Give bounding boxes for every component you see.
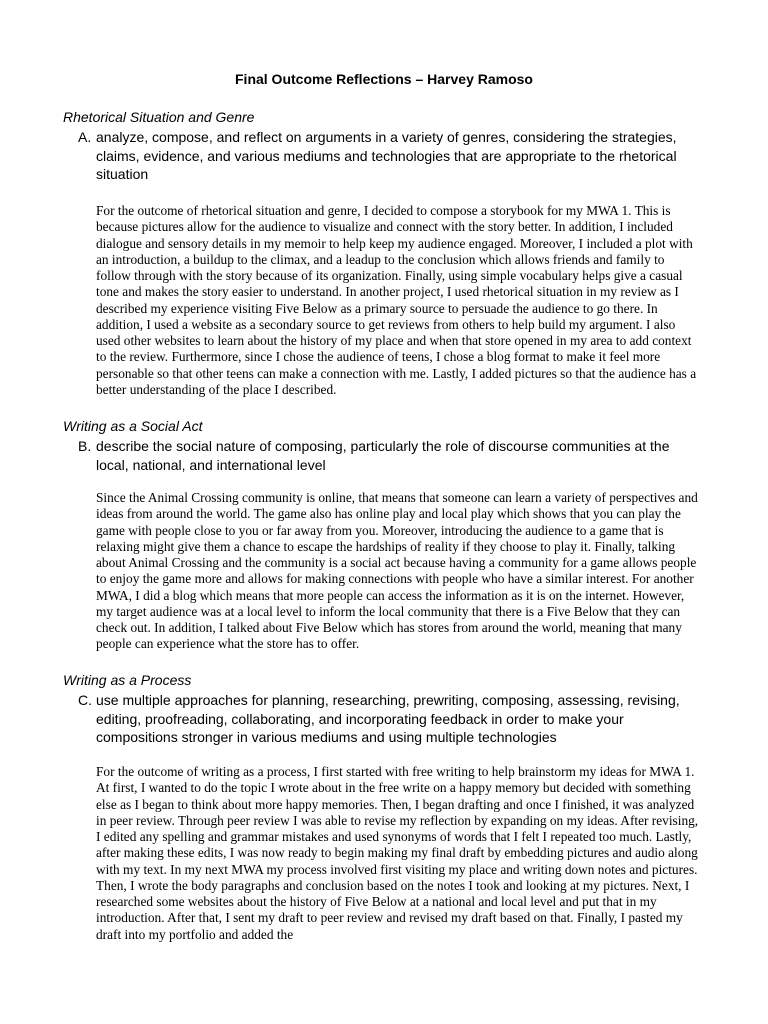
reflection-paragraph-b: Since the Animal Crossing community is online, that means that someone can learn a variety of perspectives and ideas from around the world. The game also has online play and local play which shows that you can play the game with people close to you or far away from you. Moreover, introducing the audience to a game that is relaxing might give them a chance to escape the hardships of reality if they choose to play it. Finally, talking about Animal Crossing and the community is a social act because having a community for a game allows people to enjoy the game more and allows for making connections with people who have a similar interest. For another MWA, I did a blog which means that more people can access the information as it is on the internet. However, my target audience was at a local level to inform the local community that there is a Five Below that they can check out. In addition, I talked about Five Below which has stores from around the world, meaning that many people can experience what the store has to offer. — [96, 490, 698, 652]
outcome-text: describe the social nature of composing, particularly the role of discourse communities at the local, national, and international level — [96, 438, 670, 473]
section-heading-rhetorical-situation: Rhetorical Situation and Genre — [63, 109, 255, 125]
outcome-b — [78, 437, 698, 474]
outcome-text: use multiple approaches for planning, researching, prewriting, composing, assessing, revising, editing, proofreading, collaborating, and incorporating feedback in order to make your compositions stronger in various mediums and using multiple technologies — [96, 692, 680, 746]
outcome-letter: B. — [78, 438, 92, 454]
outcome-letter: A. — [78, 129, 92, 145]
outcome-letter: C. — [78, 692, 92, 708]
document-title: Final Outcome Reflections – Harvey Ramoso — [235, 71, 533, 87]
outcome-text: analyze, compose, and reflect on arguments in a variety of genres, considering the strategies, claims, evidence, and various mediums and technologies that are appropriate to the rhetorical situation — [96, 129, 677, 183]
section-heading-social-act: Writing as a Social Act — [63, 418, 203, 434]
section-heading-writing-process: Writing as a Process — [63, 672, 192, 688]
outcome-c — [78, 691, 698, 747]
outcome-a — [78, 128, 698, 184]
reflection-paragraph-a: For the outcome of rhetorical situation and genre, I decided to compose a storybook for my MWA 1. This is because pictures allow for the audience to visualize and connect with the story better. In addition, I included dialogue and sensory details in my memoir to help keep my audience engaged. Moreover, I included a plot with an introduction, a buildup to the climax, and a leadup to the conclusion which allows friends and family to follow through with the story because of its organization. Finally, using simple vocabulary helps give a casual tone and makes the story easier to understand. In another project, I used rhetorical situation in my review as I described my experience visiting Five Below as a primary source to persuade the audience to go there. In addition, I used a website as a secondary source to get reviews from others to help build my argument. I also used other websites to learn about the history of my place and when that store opened in my area to add context to the review. Furthermore, since I chose the audience of teens, I chose a blog format to make it feel more personable so that other teens can make a connection with me. Lastly, I added pictures so that the audience has a better understanding of the place I described. — [96, 203, 697, 397]
reflection-paragraph-c: For the outcome of writing as a process, I first started with free writing to help brainstorm my ideas for MWA 1. At first, I wanted to do the topic I wrote about in the free write on a happy memory but decided with something else as I began to think about more happy memories. Then, I began drafting and once I finished, it was analyzed in peer review. Through peer review I was able to revise my reflection by expanding on my ideas. After revising, I edited any spelling and grammar mistakes and used synonyms of words that I felt I repeated too much. Lastly, after making these edits, I was now ready to begin making my final draft by embedding pictures and audio along with my text. In my next MWA my process involved first visiting my place and writing down notes and pictures. Then, I wrote the body paragraphs and conclusion based on the notes I took and looking at my pictures. Next, I researched some websites about the history of Five Below at a national and local level and put that in my introduction. After that, I sent my draft to peer review and revised my draft based on that. Finally, I pasted my draft into my portfolio and added the — [96, 764, 699, 942]
